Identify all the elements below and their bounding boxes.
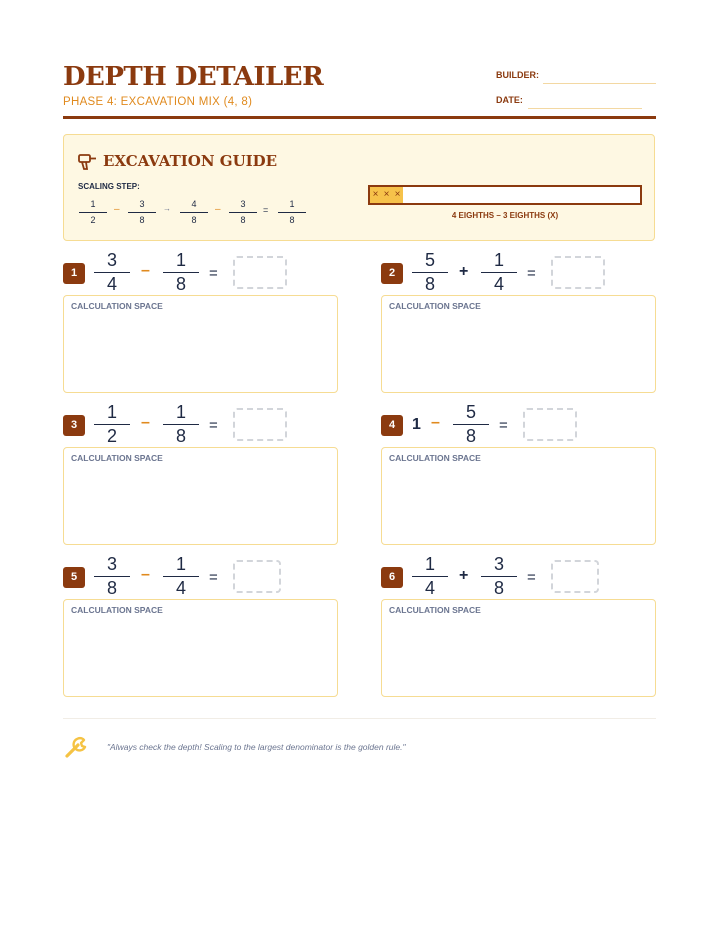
date-field[interactable] (528, 108, 642, 109)
denominator: 4 (106, 274, 117, 294)
denominator: 8 (191, 215, 197, 225)
guide-title: EXCAVATION GUIDE (103, 152, 278, 170)
fraction-a (94, 554, 130, 599)
calculation-space[interactable] (63, 295, 338, 393)
equals-sign: = (209, 569, 218, 586)
fraction-b (163, 402, 199, 447)
fraction-a (94, 250, 130, 295)
fraction-b (481, 554, 517, 599)
numerator: 1 (175, 402, 186, 422)
problem-number-badge: 5 (63, 567, 85, 588)
answer-box[interactable] (233, 256, 287, 289)
calculation-space-label: CALCULATION SPACE (71, 605, 163, 615)
calculation-space-label: CALCULATION SPACE (71, 453, 163, 463)
bar-cell-marked: × (370, 187, 381, 203)
operator: – (141, 566, 150, 583)
bar-caption: 4 EIGHTHS – 3 EIGHTHS (X) (451, 211, 559, 220)
denominator: 4 (493, 274, 504, 294)
problem-number-badge: 6 (381, 567, 403, 588)
denominator: 2 (106, 426, 117, 446)
header-rule (63, 116, 656, 119)
numerator: 5 (465, 402, 476, 422)
calculation-space-label: CALCULATION SPACE (71, 301, 163, 311)
worksheet-title: DEPTH DETAILER (63, 62, 324, 92)
equals-sign: = (209, 265, 218, 282)
denominator: 2 (90, 215, 96, 225)
fraction-b (481, 250, 517, 295)
scaling-fraction-1 (79, 199, 107, 226)
answer-box[interactable] (233, 408, 287, 441)
denominator: 8 (175, 274, 186, 294)
denominator: 8 (493, 578, 504, 598)
equals-sign: = (527, 265, 536, 282)
operator: – (431, 414, 440, 431)
operator: – (141, 262, 150, 279)
equals-sign: = (209, 417, 218, 434)
fraction-b (163, 554, 199, 599)
footer-quote: "Always check the depth! Scaling to the largest denominator is the golden rule." (107, 742, 406, 752)
worksheet-subtitle: PHASE 4: EXCAVATION MIX (4, 8) (63, 96, 253, 108)
fraction-b (453, 402, 489, 447)
operator: + (459, 567, 469, 584)
numerator: 1 (424, 554, 435, 574)
wrench-icon (63, 733, 91, 761)
bar-cell-marked: × (392, 187, 403, 203)
denominator: 8 (139, 215, 145, 225)
numerator: 1 (175, 554, 186, 574)
scaling-fraction-5 (278, 199, 306, 226)
numerator: 3 (139, 199, 145, 209)
operator: – (141, 414, 150, 431)
problem-number-badge: 1 (63, 263, 85, 284)
numerator: 1 (493, 250, 504, 270)
scaling-op-1: – (114, 204, 120, 215)
numerator: 1 (90, 199, 96, 209)
equals-sign: = (527, 569, 536, 586)
calculation-space[interactable] (63, 447, 338, 545)
fraction-a (412, 250, 448, 295)
scaling-fraction-2 (128, 199, 156, 226)
numerator: 1 (289, 199, 295, 209)
excavation-guide-panel (63, 134, 655, 241)
numerator: 1 (106, 402, 117, 422)
calculation-space[interactable] (63, 599, 338, 697)
denominator: 4 (424, 578, 435, 598)
numerator: 3 (493, 554, 504, 574)
whole-number: 1 (412, 416, 421, 433)
denominator: 8 (240, 215, 246, 225)
numerator: 3 (106, 250, 117, 270)
numerator: 5 (424, 250, 435, 270)
denominator: 8 (424, 274, 435, 294)
date-label: DATE: (496, 95, 523, 105)
answer-box[interactable] (523, 408, 577, 441)
scaling-arrow: → (163, 204, 171, 213)
denominator: 8 (289, 215, 295, 225)
fraction-bar-model (368, 185, 642, 205)
calculation-space-label: CALCULATION SPACE (389, 453, 481, 463)
calculation-space[interactable] (381, 447, 656, 545)
numerator: 4 (191, 199, 197, 209)
calculation-space-label: CALCULATION SPACE (389, 301, 481, 311)
denominator: 4 (175, 578, 186, 598)
calculation-space[interactable] (381, 295, 656, 393)
problem-number-badge: 2 (381, 263, 403, 284)
footer-divider (63, 718, 656, 719)
equals-sign: = (499, 417, 508, 434)
problem-number-badge: 4 (381, 415, 403, 436)
answer-box[interactable] (233, 560, 281, 593)
answer-box[interactable] (551, 560, 599, 593)
scaling-fraction-3 (180, 199, 208, 226)
builder-label: BUILDER: (496, 70, 539, 80)
calculation-space[interactable] (381, 599, 656, 697)
answer-box[interactable] (551, 256, 605, 289)
fraction-a (412, 554, 448, 599)
fraction-a (94, 402, 130, 447)
scaling-op-2: – (215, 204, 221, 215)
numerator: 1 (175, 250, 186, 270)
denominator: 8 (106, 578, 117, 598)
bar-cell-marked: × (381, 187, 392, 203)
calculation-space-label: CALCULATION SPACE (389, 605, 481, 615)
scaling-equals: = (263, 205, 269, 215)
denominator: 8 (465, 426, 476, 446)
numerator: 3 (240, 199, 246, 209)
scaling-step-label: SCALING STEP: (78, 182, 140, 191)
scaling-fraction-4 (229, 199, 257, 226)
denominator: 8 (175, 426, 186, 446)
numerator: 3 (106, 554, 117, 574)
problem-number-badge: 3 (63, 415, 85, 436)
drill-icon (78, 153, 98, 171)
builder-field[interactable] (543, 83, 656, 84)
operator: + (459, 263, 469, 280)
fraction-b (163, 250, 199, 295)
